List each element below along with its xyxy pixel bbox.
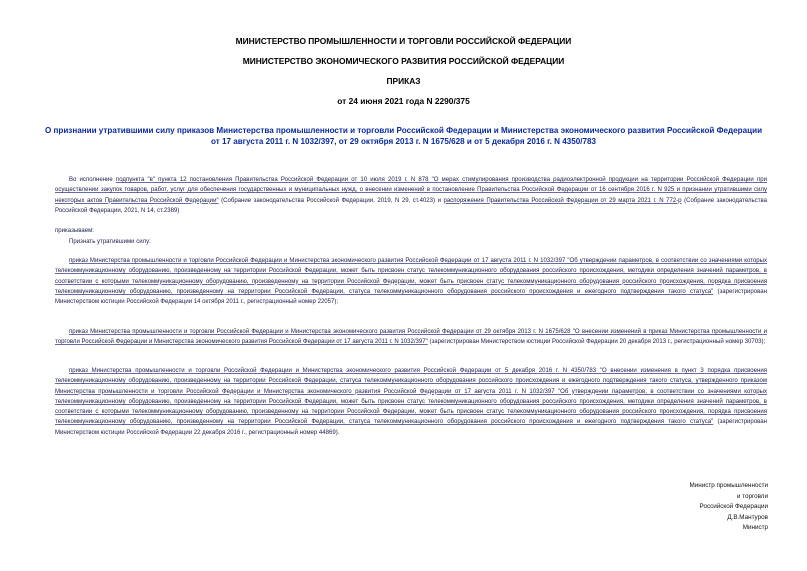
item-1-rest: (зарегистрирован Министерством юстиции Российской Федерации 14 октября 2011 г., регистрационный номер 22057);	[55, 288, 768, 306]
signature-line-5: Министр	[742, 524, 768, 532]
list-item	[55, 327, 767, 348]
item-1-link[interactable]: приказ Министерства промышленности и торговли Российской Федерации и Министерства экономического развития Российской Федерации от 17 августа 2011 г. N 1032/397 "Об утверждении параметров, в соответствии со значениями которых телекоммуникационному оборудованию, произведенному на территории Российской Федерации, может быть присвоен статус телекоммуникационного оборудования российского происхождения, методики определения значений параметров, в соответствии с которыми телекоммуникационному оборудованию, произведенному на территории Российской Федерации, может быть присвоен статус телекоммуникационного оборудования российского происхождения, порядка присвоения телекоммуникационному оборудованию, произведенному на территории Российской Федерации, статуса телекоммуникационного оборудования российского происхождения и ежегодного подтверждения такого статуса"	[55, 258, 767, 295]
preamble-text-1: Во исполнение	[69, 177, 116, 183]
document-title	[40, 125, 767, 147]
signature-line-4: Д.В.Мантуров	[727, 513, 768, 521]
preamble-link-order[interactable]: распоряжения Правительства Российской Федерации от 29 марта 2021 г. N 772-р	[443, 197, 682, 204]
recognize-line: Признать утратившими силу:	[69, 239, 151, 245]
item-3-rest: (зарегистрирован Министерством юстиции Российской Федерации 22 декабря 2016 г., регистрационный номер 44869).	[55, 419, 768, 436]
item-3-link[interactable]: приказ Министерства промышленности и торговли Российской Федерации и Министерства экономического развития Российской Федерации от 5 декабря 2016 г. N 4350/783 "О внесении изменения в пункт 3 порядка присвоения телекоммуникационному оборудованию, произведенному на территории Российской Федерации, статуса телекоммуникационного оборудования российского происхождения и ежегодного подтверждения такого статуса, утвержденного приказом Министерства промышленности и торговли Российской Федерации и Министерства экономического развития Российской Федерации от 17 августа 2011 г. N 1032/397 "Об утверждении параметров, в соответствии со значениями которых телекоммуникационному оборудованию, произведенному на территории Российской Федерации, может быть присвоен статус телекоммуникационного оборудования российского происхождения, методики определения значений параметров, в соответствии с которыми телекоммуникационному оборудованию, произведенному на территории Российской Федерации, может быть присвоен статус телекоммуникационного оборудования российского происхождения, порядка присвоения телекоммуникационному оборудованию, произведенному на территории Российской Федерации, статуса телекоммуникационного оборудования российского происхождения и ежегодного подтверждения такого статуса"	[55, 368, 767, 426]
order-word: приказываем:	[55, 228, 94, 234]
preamble-link-decree[interactable]: подпункта "в" пункта 12 постановления Правительства Российской Федерации от 10 июля 2019 г. N 878 "О мерах стимулирования производства радиоэлектронной продукции на территории Российской Федерации при осуществлении закупок товаров, работ, услуг для обеспечения государственных и муниципальных нужд, о внесении изменений в постановление Правительства Российской Федерации от 16 сентября 2016 г. N 925 и признании утратившими силу некоторых актов Правительства Российской Федерации"	[55, 177, 767, 204]
preamble-text-3: (Собрание законодательства Российской Федерации, 2021, N 14, ст.2389)	[55, 197, 767, 214]
title-link[interactable]: приказов Министерства промышленности и торговли Российской Федерации и Министерства экономического развития Российской Федерации от 17 августа 2011 г. N 1032/397, от 29 октября 2013 г. N 1675/628 и от 5 декабря 2016 г. N 4350/783	[176, 126, 763, 146]
signature-block	[600, 481, 768, 534]
item-2-rest: (зарегистрирован Министерством юстиции Российской Федерации 20 декабря 2013 г., регистрационный номер 30703);	[427, 339, 766, 346]
document-date: от 24 июня 2021 года N 2290/375	[337, 96, 470, 106]
item-2-link[interactable]: приказ Министерства промышленности и торговли Российской Федерации и Министерства экономического развития Российской Федерации от 29 октября 2013 г. N 1675/628 "О внесении изменений в приказ Министерства промышленности и торговли Российской Федерации и Министерства экономического развития Российской Федерации от 17 августа 2011 г. N 1032/397"	[55, 329, 767, 346]
title-prefix: О признании утратившими силу	[44, 126, 177, 135]
ministry-industry-heading: МИНИСТЕРСТВО ПРОМЫШЛЕННОСТИ И ТОРГОВЛИ РОССИЙСКОЙ ФЕДЕРАЦИИ	[235, 36, 572, 46]
ministry-economy-heading: МИНИСТЕРСТВО ЭКОНОМИЧЕСКОГО РАЗВИТИЯ РОССИЙСКОЙ ФЕДЕРАЦИИ	[242, 56, 565, 66]
list-item	[55, 366, 767, 438]
list-item	[55, 256, 767, 307]
signature-line-2: и торговли	[736, 492, 768, 500]
preamble-text-2: (Собрание законодательства Российской Федерации, 2019, N 29, ст.4023) и	[218, 197, 444, 204]
signature-line-3: Российской Федерации	[699, 503, 768, 511]
document-type: ПРИКАЗ	[386, 76, 421, 86]
preamble-paragraph	[55, 175, 767, 216]
signature-line-1: Министр промышленности	[689, 482, 768, 489]
